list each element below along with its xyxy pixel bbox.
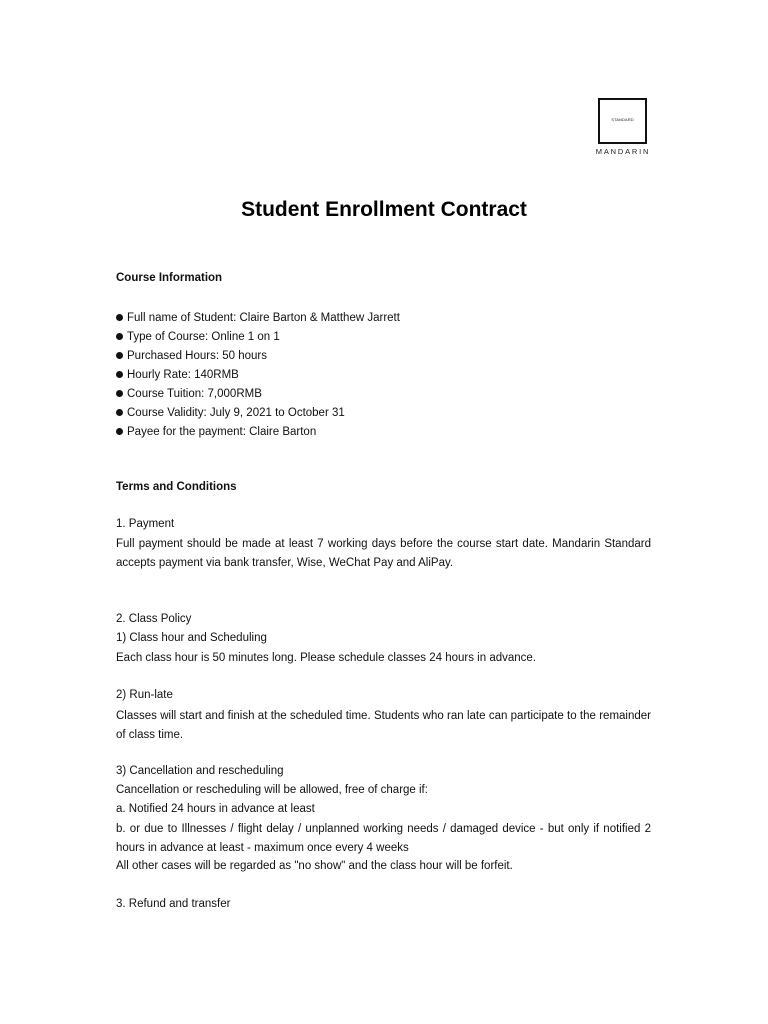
list-item (116, 423, 400, 442)
payment-text: Full payment should be made at least 7 working days before the course start date. Mandarin Standard accepts payment via bank transfer, Wise, WeChat Pay and AliPay. (116, 538, 651, 569)
list-item-text: Course Validity: July 9, 2021 to October 31 (127, 407, 345, 419)
cancel-intro: Cancellation or rescheduling will be allowed, free of charge if: (116, 784, 428, 796)
logo-caption: MANDARIN (595, 147, 651, 156)
course-info-heading: Course Information (116, 272, 223, 284)
bullet-icon (116, 371, 123, 378)
logo-inner-text: STANDARD (611, 117, 634, 122)
list-item (116, 309, 400, 328)
course-info-list (116, 309, 400, 442)
list-item (116, 366, 400, 385)
bullet-icon (116, 352, 123, 359)
runlate-title: 2) Run-late (116, 689, 173, 701)
mandarin-standard-logo (598, 98, 647, 144)
list-item-text: Full name of Student: Claire Barton & Matthew Jarrett (127, 312, 400, 324)
scheduling-text: Each class hour is 50 minutes long. Please schedule classes 24 hours in advance. (116, 652, 536, 664)
list-item (116, 404, 400, 423)
payment-title: 1. Payment (116, 518, 175, 530)
bullet-icon (116, 428, 123, 435)
list-item (116, 385, 400, 404)
scheduling-title: 1) Class hour and Scheduling (116, 632, 267, 644)
list-item-text: Hourly Rate: 140RMB (127, 369, 239, 381)
list-item-text: Purchased Hours: 50 hours (127, 350, 267, 362)
document-title: Student Enrollment Contract (241, 198, 527, 221)
list-item (116, 328, 400, 347)
cancel-other-cases: All other cases will be regarded as "no show" and the class hour will be forfeit. (116, 860, 513, 872)
terms-heading: Terms and Conditions (116, 481, 237, 493)
bullet-icon (116, 314, 123, 321)
list-item-text: Payee for the payment: Claire Barton (127, 426, 317, 438)
list-item-text: Type of Course: Online 1 on 1 (127, 331, 280, 343)
class-policy-title: 2. Class Policy (116, 613, 192, 625)
list-item-text: Course Tuition: 7,000RMB (127, 388, 262, 400)
cancel-title: 3) Cancellation and rescheduling (116, 765, 284, 777)
refund-title: 3. Refund and transfer (116, 898, 231, 910)
cancel-condition-b: b. or due to Illnesses / flight delay / unplanned working needs / damaged device - but only if notified 2 hours in advance at least - maximum once every 4 weeks (116, 823, 651, 854)
bullet-icon (116, 333, 123, 340)
cancel-condition-a: a. Notified 24 hours in advance at least (116, 803, 315, 815)
runlate-text: Classes will start and finish at the scheduled time. Students who ran late can participate to the remainder of class time. (116, 710, 651, 741)
list-item (116, 347, 400, 366)
bullet-icon (116, 409, 123, 416)
bullet-icon (116, 390, 123, 397)
